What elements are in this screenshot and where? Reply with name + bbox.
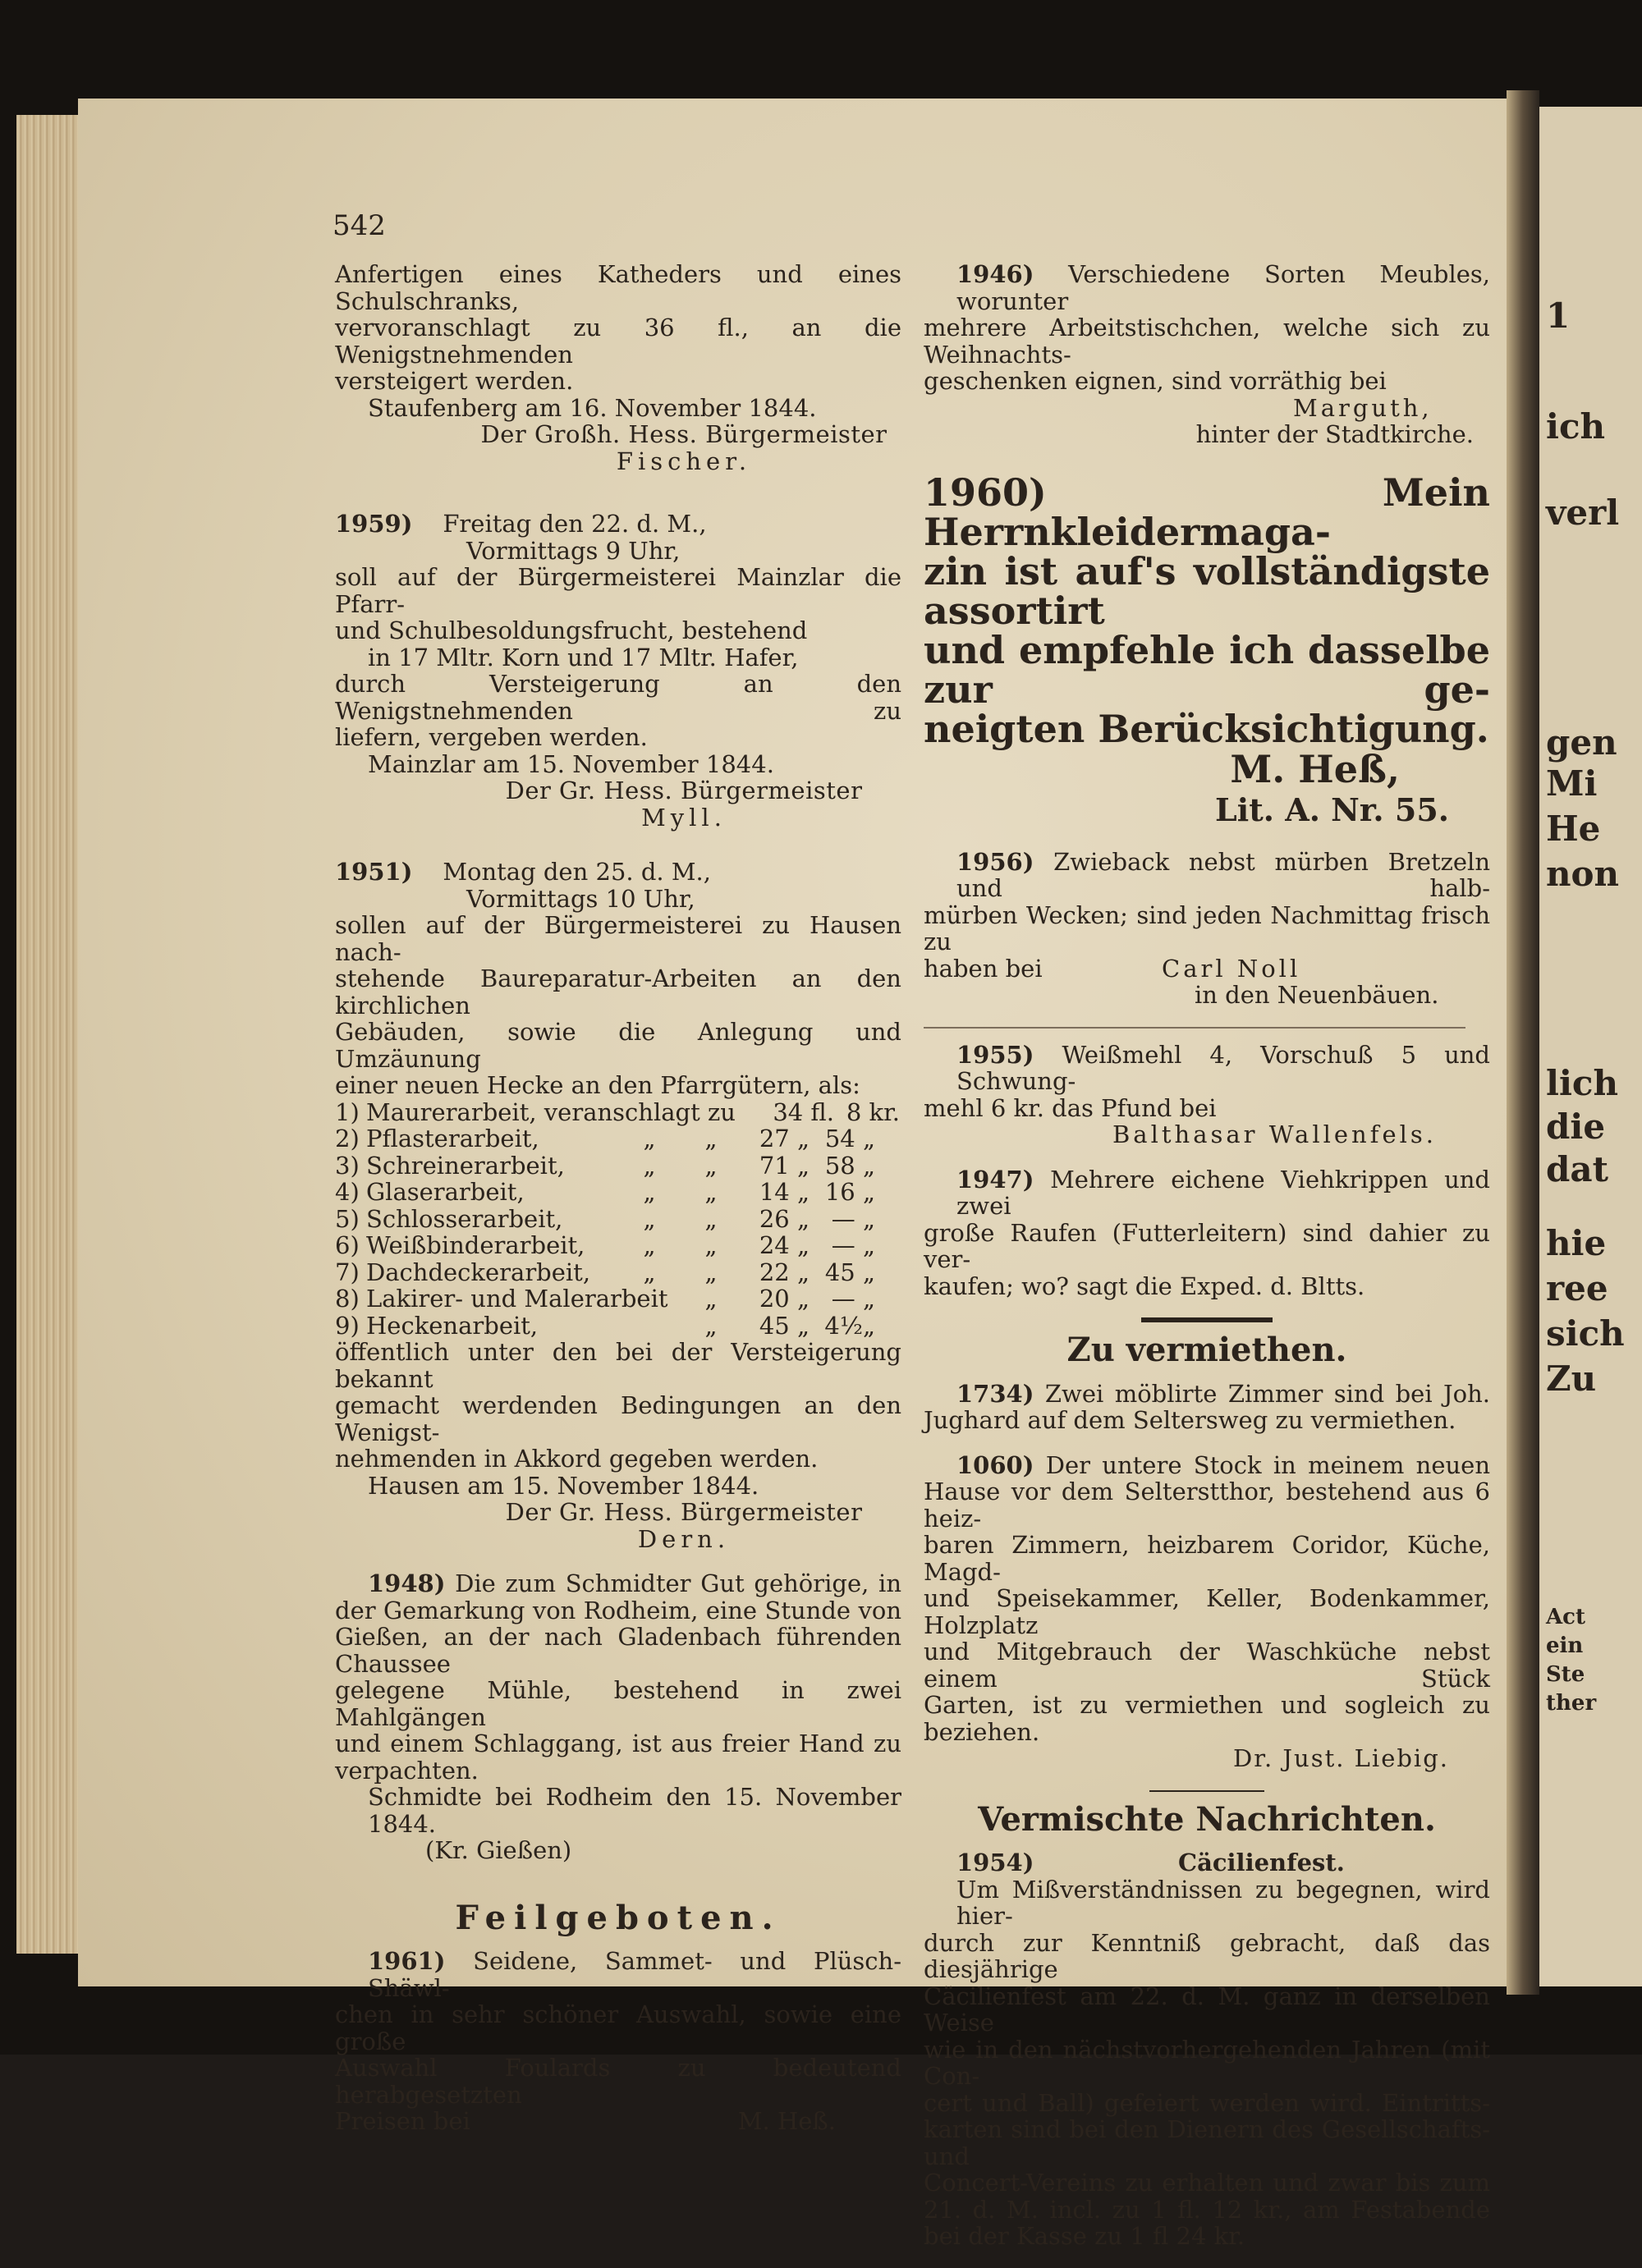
- facing-text: non: [1546, 854, 1620, 894]
- text-line: gelegene Mühle, bestehend in zwei Mahlgängen: [335, 1676, 901, 1731]
- text-line: haben bei: [924, 954, 1043, 983]
- text-line: Cäcilienfest am 22. d. M. ganz in derselben Weise: [924, 1982, 1490, 2037]
- ad-number: 1956): [956, 847, 1034, 876]
- facing-text: ein: [1546, 1633, 1584, 1658]
- text-line: Die zum Schmidter Gut gehörige, in: [455, 1569, 901, 1597]
- work-item: 5) Schlosserarbeit, „ „ 26 „ — „: [335, 1204, 875, 1233]
- ad-number: 1947): [956, 1165, 1034, 1194]
- notice-1946: [924, 261, 1490, 448]
- work-item: 4) Glaserarbeit, „ „ 14 „ 16 „: [335, 1178, 875, 1206]
- office-title: Der Gr. Hess. Bürgermeister: [505, 1498, 863, 1526]
- text-line: Der untere Stock in meinem neuen: [1045, 1450, 1490, 1479]
- signer: M. Heß,: [1230, 746, 1400, 791]
- text-line: Seidene, Sammet- und Plüsch-Shäwl-: [368, 1947, 902, 2002]
- notice-staufenberg: [335, 261, 901, 474]
- ad-number: 1954): [956, 1849, 1034, 1876]
- work-item: 1) Maurerarbeit, veranschlagt zu 34 fl. 8 kr.: [335, 1097, 900, 1126]
- text-line: versteigert werden.: [335, 367, 574, 395]
- place-date: Schmidte bei Rodheim den 15. November 1844.: [368, 1783, 901, 1838]
- notice-1947: [924, 1166, 1490, 1300]
- notice-1948: [335, 1570, 901, 1864]
- text-line: und Mitgebrauch der Waschküche nebst einem Stück: [924, 1638, 1490, 1693]
- text-line: in 17 Mltr. Korn und 17 Mltr. Hafer,: [368, 643, 799, 671]
- notice-1734: [924, 1381, 1490, 1434]
- text-line: Auswahl Foulards zu bedeutend herabgesetzten: [335, 2054, 901, 2109]
- work-item: 3) Schreinerarbeit, „ „ 71 „ 58 „: [335, 1151, 875, 1180]
- facing-text: die: [1546, 1107, 1606, 1147]
- text-line: Concert-Vereins zu erhalten und zwar bis zum: [924, 2169, 1490, 2197]
- work-item: 9) Heckenarbeit, „ 45 „ 4½„: [335, 1311, 875, 1340]
- text-line: cert und Ball) gefeiert werden wird. Eintritts-: [924, 2088, 1490, 2117]
- notice-1961: [335, 1948, 901, 2135]
- right-column: [924, 261, 1490, 2268]
- text-line: Anfertigen eines Katheders und eines Schulschranks,: [335, 260, 901, 315]
- text-line: Zwieback nebst mürben Bretzeln und halb-: [956, 847, 1491, 902]
- place-date: Staufenberg am 16. November 1844.: [368, 393, 817, 422]
- work-item: 8) Lakirer- und Malerarbeit „ 20 „ — „: [335, 1285, 875, 1313]
- text-line: Um Mißverständnissen zu begegnen, wird hier-: [956, 1875, 1490, 1930]
- facing-text: Mi: [1546, 763, 1598, 804]
- signer: Carl Noll: [1162, 954, 1301, 983]
- separator-line: [924, 1027, 1465, 1029]
- text-line: Preisen bei: [335, 2107, 470, 2135]
- facing-text: ree: [1546, 1268, 1608, 1308]
- facing-text: He: [1546, 809, 1601, 849]
- text-line: geschenken eignen, sind vorräthig bei: [924, 367, 1387, 395]
- facing-text: ich: [1546, 406, 1606, 447]
- notice-1951: [335, 859, 901, 1552]
- signer: M. Heß.: [737, 2107, 836, 2135]
- text-line: einer neuen Hecke an den Pfarrgütern, als:: [335, 1071, 860, 1099]
- text-line: Hause vor dem Selterstthor, bestehend aus 6 heiz-: [924, 1478, 1490, 1533]
- text-line: vervoranschlagt zu 36 fl., an die Wenigstnehmenden: [335, 314, 901, 369]
- address: in den Neuenbäuen.: [1195, 981, 1439, 1009]
- facing-text: dat: [1546, 1149, 1608, 1189]
- facing-text: hie: [1546, 1223, 1607, 1263]
- place-date: Mainzlar am 15. November 1844.: [368, 749, 774, 778]
- office-title: Der Gr. Hess. Bürgermeister: [505, 777, 863, 804]
- ad-number: 1948): [368, 1569, 446, 1597]
- text-line: gemacht werdenden Bedingungen an den Wenigst-: [335, 1391, 901, 1446]
- notice-1955: [924, 1042, 1490, 1148]
- time-line: Vormittags 9 Uhr,: [466, 536, 681, 565]
- text-line: durch Versteigerung an den Wenigstnehmenden zu: [335, 670, 901, 725]
- address: Lit. A. Nr. 55.: [1215, 790, 1449, 828]
- notice-1959: [335, 511, 901, 831]
- address: hinter der Stadtkirche.: [1195, 420, 1474, 448]
- text-line: mehrere Arbeitstischchen, welche sich zu Weihnachts-: [924, 314, 1490, 369]
- text-line: verpachten.: [335, 1756, 479, 1785]
- text-line: der Gemarkung von Rodheim, eine Stunde von: [335, 1596, 901, 1624]
- book-gutter: [1507, 90, 1539, 1995]
- text-line: Garten, ist zu vermiethen und sogleich zu beziehen.: [924, 1691, 1490, 1746]
- date-line: Freitag den 22. d. M.,: [443, 510, 707, 538]
- facing-text: 1: [1546, 296, 1571, 336]
- text-line: soll auf der Bürgermeisterei Mainzlar die Pfarr-: [335, 563, 901, 618]
- facing-text: Ste: [1546, 1662, 1585, 1687]
- ad-number: 1734): [956, 1379, 1034, 1408]
- text-line: und Speisekammer, Keller, Bodenkammer, Holzplatz: [924, 1584, 1490, 1639]
- facing-text: ther: [1546, 1691, 1597, 1716]
- ad-number: 1946): [956, 260, 1034, 288]
- notice-title: Cäcilienfest.: [1178, 1849, 1345, 1876]
- notice-1956: [924, 849, 1490, 1009]
- notice-1960: [924, 470, 1490, 831]
- ornamental-rule: [1141, 1317, 1273, 1322]
- ad-number: 1955): [956, 1040, 1034, 1069]
- text-line: und einem Schlaggang, ist aus freier Hand zu: [335, 1730, 901, 1757]
- facing-text: Zu: [1546, 1359, 1597, 1399]
- office-title: Der Großh. Hess. Bürgermeister: [480, 420, 888, 448]
- text-line: durch zur Kenntniß gebracht, daß das diesjährige: [924, 1928, 1490, 1983]
- notice-1060: [924, 1452, 1490, 1772]
- facing-text: sich: [1546, 1313, 1625, 1354]
- text-line: Gebäuden, sowie die Anlegung und Umzäunung: [335, 1018, 901, 1073]
- text-line: mürben Wecken; sind jeden Nachmittag frisch zu: [924, 900, 1490, 955]
- text-line: Mein Herrnkleidermaga-: [924, 470, 1490, 554]
- section-heading-feilgeboten: Feilgeboten.: [455, 1898, 782, 1937]
- text-line: Mehrere eichene Viehkrippen und zwei: [956, 1165, 1490, 1220]
- ad-number: 1961): [368, 1947, 446, 1975]
- district: (Kr. Gießen): [425, 1836, 572, 1864]
- text-line: große Raufen (Futterleitern) sind dahier zu ver-: [924, 1218, 1490, 1273]
- text-line: karten sind bei den Dienern des Gesellschafts- und: [924, 2115, 1490, 2170]
- work-items-list: [335, 1099, 901, 1340]
- text-line: öffentlich unter den bei der Versteigerung bekannt: [335, 1338, 901, 1393]
- place-date: Hausen am 15. November 1844.: [368, 1471, 759, 1500]
- left-column: [335, 261, 901, 2153]
- facing-text: lich: [1546, 1063, 1619, 1103]
- signer: Fischer.: [616, 447, 752, 475]
- signer: Balthasar Wallenfels.: [1112, 1120, 1437, 1148]
- facing-page-fragment: [1539, 107, 1642, 1986]
- text-line: 21. d. M. incl. zu 1 fl. 12 kr., am Festabende: [924, 2195, 1490, 2224]
- text-line: Verschiedene Sorten Meubles, worunter: [956, 260, 1490, 315]
- signer: Marguth,: [1293, 393, 1433, 422]
- text-line: und empfehle ich dasselbe zur ge-: [924, 627, 1490, 712]
- text-line: kaufen; wo? sagt die Exped. d. Bltts.: [924, 1271, 1365, 1300]
- page-number: 542: [333, 209, 386, 242]
- work-item: 2) Pflasterarbeit, „ „ 27 „ 54 „: [335, 1125, 875, 1152]
- notice-1954: [924, 1849, 1490, 2250]
- text-line: neigten Berücksichtigung.: [924, 706, 1489, 751]
- facing-text: verl: [1546, 493, 1620, 533]
- time-line: Vormittags 10 Uhr,: [466, 884, 695, 913]
- ad-number: 1951): [335, 858, 413, 886]
- text-line: Gießen, an der nach Gladenbach führenden Chaussee: [335, 1623, 901, 1678]
- text-line: und Schulbesoldungsfrucht, bestehend: [335, 616, 808, 644]
- text-line: stehende Baureparatur-Arbeiten an den kirchlichen: [335, 964, 901, 1019]
- section-heading-vermiethen: Zu vermiethen.: [1066, 1331, 1347, 1369]
- work-item: 6) Weißbinderarbeit, „ „ 24 „ — „: [335, 1231, 875, 1259]
- section-heading-vermischte: Vermischte Nachrichten.: [978, 1799, 1436, 1839]
- text-line: chen in sehr schöner Auswahl, sowie eine große: [335, 2000, 901, 2055]
- text-line: bei der Kasse zu 1 fl 24 kr.: [924, 2222, 1245, 2250]
- text-line: nehmenden in Akkord gegeben werden.: [335, 1445, 819, 1473]
- work-item: 7) Dachdeckerarbeit, „ „ 22 „ 45 „: [335, 1258, 875, 1286]
- text-line: Jughard auf dem Seltersweg zu vermiethen.: [924, 1406, 1456, 1434]
- ad-number: 1060): [956, 1450, 1034, 1479]
- signer: Dr. Just. Liebig.: [1233, 1744, 1449, 1772]
- text-line: sollen auf der Bürgermeisterei zu Hausen nach-: [335, 911, 901, 966]
- text-line: liefern, vergeben werden.: [335, 723, 648, 751]
- facing-text: gen: [1546, 722, 1617, 763]
- text-line: mehl 6 kr. das Pfund bei: [924, 1093, 1217, 1122]
- signer: Myll.: [641, 803, 727, 832]
- signer: Dern.: [637, 1524, 731, 1553]
- facing-text: Act: [1546, 1605, 1586, 1629]
- ad-number: 1960): [924, 470, 1047, 515]
- date-line: Montag den 25. d. M.,: [443, 858, 711, 886]
- ornamental-rule: [1149, 1790, 1264, 1792]
- text-line: Weißmehl 4, Vorschuß 5 und Schwung-: [956, 1040, 1490, 1095]
- text-line: baren Zimmern, heizbarem Coridor, Küche, Magd-: [924, 1531, 1490, 1586]
- text-line: wie in den nächstvorhergehenden Jahren (mit Con-: [924, 2035, 1490, 2090]
- ad-number: 1959): [335, 510, 413, 538]
- text-line: zin ist auf's vollständigste assortirt: [924, 548, 1490, 633]
- text-line: Zwei möblirte Zimmer sind bei Joh.: [1044, 1379, 1490, 1408]
